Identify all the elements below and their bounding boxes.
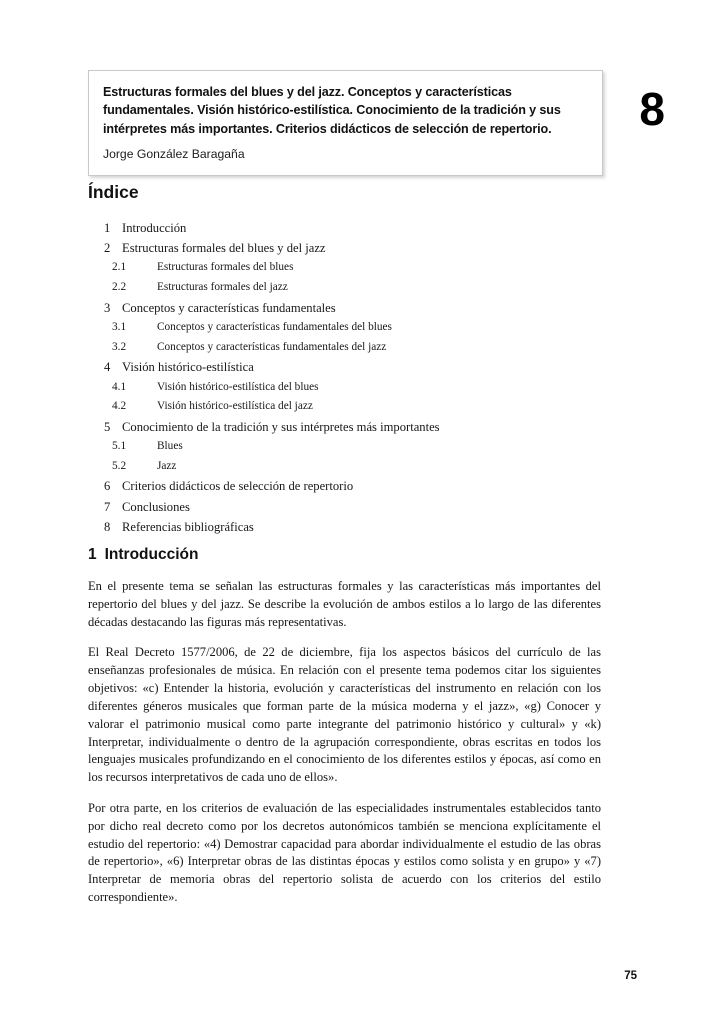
section-body xyxy=(88,578,601,907)
toc-entry[interactable] xyxy=(88,521,608,534)
body-paragraph: En el presente tema se señalan las estructuras formales y las características más importantes del repertorio del blues y del jazz. Se describe la evolución de ambos estilos a lo largo de las diferentes décadas destacando las figuras más representativas. xyxy=(88,579,601,629)
toc-entry[interactable] xyxy=(88,242,608,255)
toc-entry-label: Referencias bibliográficas xyxy=(122,519,254,534)
toc-entry[interactable] xyxy=(88,461,608,472)
body-paragraph: El Real Decreto 1577/2006, de 22 de diciembre, fija los aspectos básicos del currículo de las enseñanzas profesionales de música. En relación con el presente tema podemos citar los siguientes objetivos: «c) Entender la historia, evolución y características del instrumento en relación con los diferentes géneros musicales que forman parte de la música moderna y el jazz», «g) Conocer y valorar el patrimonio musical como parte integrante del patrimonio histórico y cultural» y «k) Interpretar, individualmente o dentro de la agrupación correspondiente, obras escritas en todos los lenguajes musicales profundizando en el conocimiento de los diferentes estilos y épocas, así como en los recursos interpretativos de cada uno de ellos». xyxy=(88,645,601,785)
toc-entry-label: Conclusiones xyxy=(122,499,190,514)
toc-entry-label: Estructuras formales del blues xyxy=(157,261,294,274)
toc-entry-label: Conocimiento de la tradición y sus intérpretes más importantes xyxy=(122,419,440,434)
toc-entry-number: 1 xyxy=(104,221,111,235)
toc-entry-label: Conceptos y características fundamentales del jazz xyxy=(157,340,387,353)
toc-entry-number: 2.2 xyxy=(112,281,127,294)
toc-entry-number: 5.2 xyxy=(112,459,127,472)
toc-entry[interactable] xyxy=(88,361,608,374)
toc-entry-label: Introducción xyxy=(122,221,187,235)
section-title: Introducción xyxy=(104,546,199,563)
table-of-contents xyxy=(88,222,608,541)
toc-entry-label: Criterios didácticos de selección de repertorio xyxy=(122,479,354,494)
chapter-title-box xyxy=(88,70,603,176)
toc-entry-number: 4 xyxy=(104,360,111,375)
chapter-number: 8 xyxy=(639,83,665,135)
toc-entry-number: 2.1 xyxy=(112,261,127,274)
toc-entry-label: Visión histórico-estilística del jazz xyxy=(157,400,313,413)
toc-entry-label: Visión histórico-estilística xyxy=(122,360,254,375)
toc-entry-number: 4.1 xyxy=(112,380,127,393)
toc-entry-number: 3.2 xyxy=(112,340,127,353)
toc-entry-number: 4.2 xyxy=(112,400,127,413)
toc-entry-number: 2 xyxy=(104,241,111,256)
toc-entry-number: 5 xyxy=(104,419,111,434)
section-heading xyxy=(88,547,198,563)
toc-entry-number: 3 xyxy=(104,300,111,315)
toc-entry-number: 5.1 xyxy=(112,440,127,453)
toc-entry[interactable] xyxy=(88,382,608,393)
toc-entry[interactable] xyxy=(88,222,608,235)
toc-entry[interactable] xyxy=(88,262,608,273)
document-title: Estructuras formales del blues y del jazz. Conceptos y características fundamentales. Visión histórico-estilística. Conocimiento de la tradición y sus intérpretes más importantes. Criterios didácticos de selección de repertorio. xyxy=(103,85,561,136)
toc-entry-number: 7 xyxy=(104,499,111,514)
toc-entry-label: Conceptos y características fundamentales xyxy=(122,300,336,315)
toc-entry-label: Conceptos y características fundamentales del blues xyxy=(157,320,392,333)
toc-entry-label: Estructuras formales del blues y del jazz xyxy=(122,241,326,256)
document-author: Jorge González Baragaña xyxy=(103,146,245,161)
page-number: 75 xyxy=(624,970,637,982)
toc-entry[interactable] xyxy=(88,302,608,315)
index-heading: Índice xyxy=(88,182,139,202)
toc-entry-label: Jazz xyxy=(157,459,177,472)
toc-entry[interactable] xyxy=(88,322,608,333)
toc-entry[interactable] xyxy=(88,501,608,514)
toc-entry[interactable] xyxy=(88,342,608,353)
toc-entry[interactable] xyxy=(88,401,608,412)
toc-entry[interactable] xyxy=(88,480,608,493)
body-paragraph: Por otra parte, en los criterios de evaluación de las especialidades instrumentales establecidos tanto por dicho real decreto como por los decretos autonómicos también se menciona explícitamente el estudio del repertorio: «4) Demostrar capacidad para abordar individualmente el estudio de las obras de repertorio», «6) Interpretar obras de las distintas épocas y estilos como solista y en grupo» y «7) Interpretar de memoria obras del repertorio solista de acuerdo con los criterios del estilo correspondiente». xyxy=(88,800,601,904)
toc-entry-label: Visión histórico-estilística del blues xyxy=(157,380,319,393)
toc-entry[interactable] xyxy=(88,421,608,434)
toc-entry-number: 6 xyxy=(104,479,111,494)
toc-entry-number: 3.1 xyxy=(112,320,127,333)
toc-entry[interactable] xyxy=(88,282,608,293)
toc-entry[interactable] xyxy=(88,441,608,452)
section-number: 1 xyxy=(88,546,97,563)
toc-entry-label: Blues xyxy=(157,440,183,453)
toc-entry-label: Estructuras formales del jazz xyxy=(157,281,288,294)
toc-entry-number: 8 xyxy=(104,519,111,534)
